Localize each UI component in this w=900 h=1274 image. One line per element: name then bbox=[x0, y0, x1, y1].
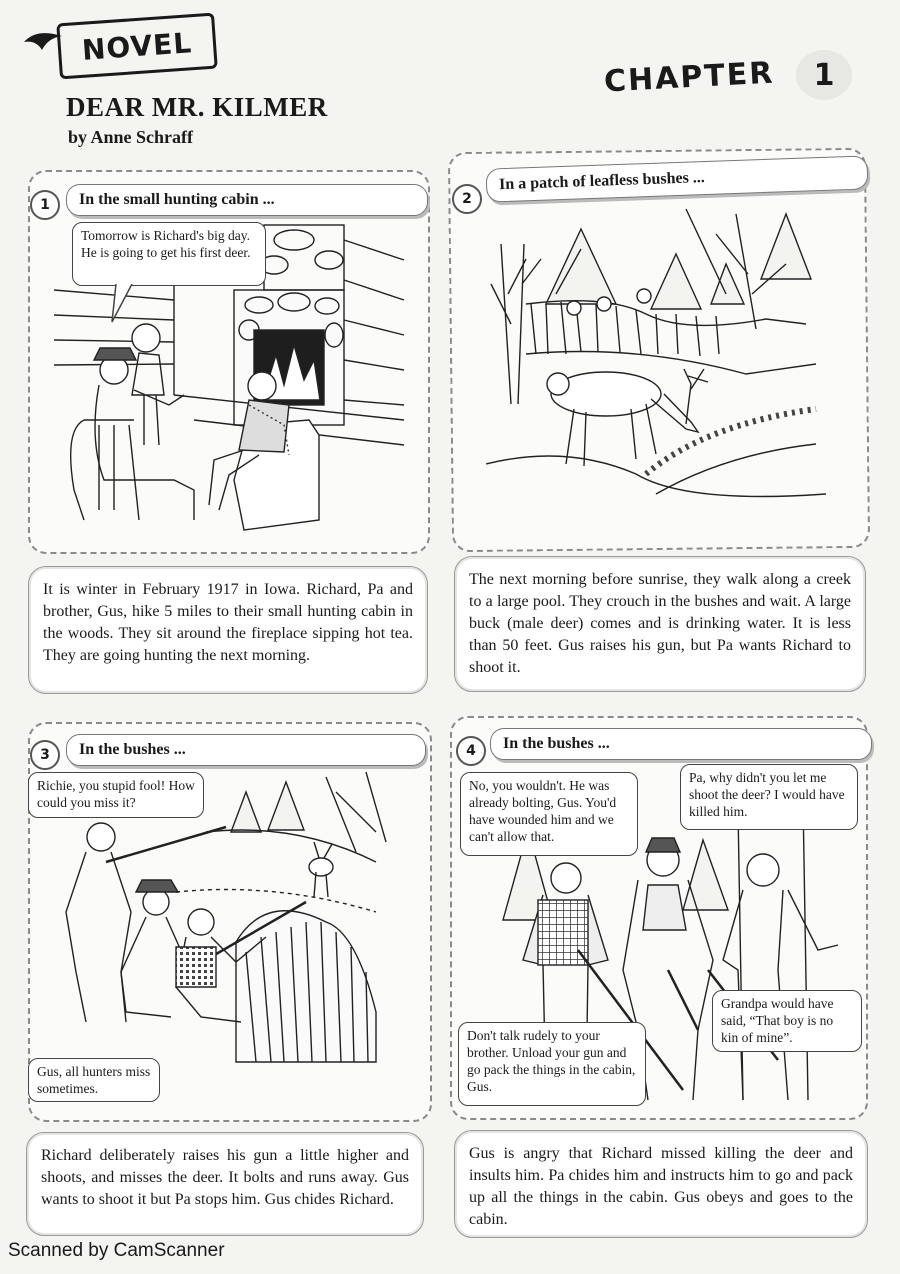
panel-4-caption: In the bushes ... bbox=[490, 728, 872, 760]
tag-flourish-icon bbox=[22, 28, 66, 54]
panel-4-bubble-2: Pa, why didn't you let me shoot the deer? I would have killed him. bbox=[680, 764, 858, 830]
panel-4-number: 4 bbox=[456, 736, 486, 766]
book-title: DEAR MR. KILMER bbox=[66, 92, 328, 122]
panel-3-bubble-2: Gus, all hunters miss sometimes. bbox=[28, 1058, 160, 1102]
chapter-label: CHAPTER bbox=[603, 55, 776, 100]
panel-3-number: 3 bbox=[30, 740, 60, 770]
panel-4-bubble-1: No, you wouldn't. He was already bolting, Gus. You'd have wounded him and we can't allow that. bbox=[460, 772, 638, 856]
panel-3-caption: In the bushes ... bbox=[66, 734, 426, 766]
scanner-watermark: Scanned by CamScanner bbox=[8, 1240, 225, 1261]
panel-3-bubble-1: Richie, you stupid fool! How could you miss it? bbox=[28, 772, 204, 818]
panel-3-narration: Richard deliberately raises his gun a little higher and shoots, and misses the deer. It bolts and runs away. Gus wants to shoot it but Pa stops him. Gus chides Richard. bbox=[26, 1132, 424, 1236]
novel-tag: NOVEL bbox=[56, 13, 218, 80]
panel-2-number: 2 bbox=[452, 184, 482, 214]
panel-1-number: 1 bbox=[30, 190, 60, 220]
panel-2-caption: In a patch of leafless bushes ... bbox=[486, 155, 869, 202]
bubble-tail-icon bbox=[110, 284, 140, 324]
panel-1-narration: It is winter in February 1917 in Iowa. Richard, Pa and brother, Gus, hike 5 miles to their small hunting cabin in the woods. They sit around the fireplace sipping hot tea. They are going hunting the next morning. bbox=[28, 566, 428, 694]
deer-creek-illustration bbox=[486, 204, 826, 522]
panel-4-bubble-4: Don't talk rudely to your brother. Unload your gun and go pack the things in the cabin, Gus. bbox=[458, 1022, 646, 1106]
panel-1-bubble-1: Tomorrow is Richard's big day. He is going to get his first deer. bbox=[72, 222, 266, 286]
panel-4-bubble-3: Grandpa would have said, “That boy is no kin of mine”. bbox=[712, 990, 862, 1052]
panel-1-caption: In the small hunting cabin ... bbox=[66, 184, 428, 216]
book-author: by Anne Schraff bbox=[68, 127, 194, 147]
chapter-number: 1 bbox=[796, 50, 852, 100]
panel-4-narration: Gus is angry that Richard missed killing the deer and insults him. Pa chides him and instructs him to go and pack up all the things in the cabin. Gus obeys and goes to the cabin. bbox=[454, 1130, 868, 1238]
panel-2-narration: The next morning before sunrise, they walk along a creek to a large pool. They crouch in the bushes and wait. A large buck (male deer) comes and is drinking water. It is less than 50 feet. Gus raises his gun, but Pa wants Richard to shoot it. bbox=[454, 556, 866, 692]
